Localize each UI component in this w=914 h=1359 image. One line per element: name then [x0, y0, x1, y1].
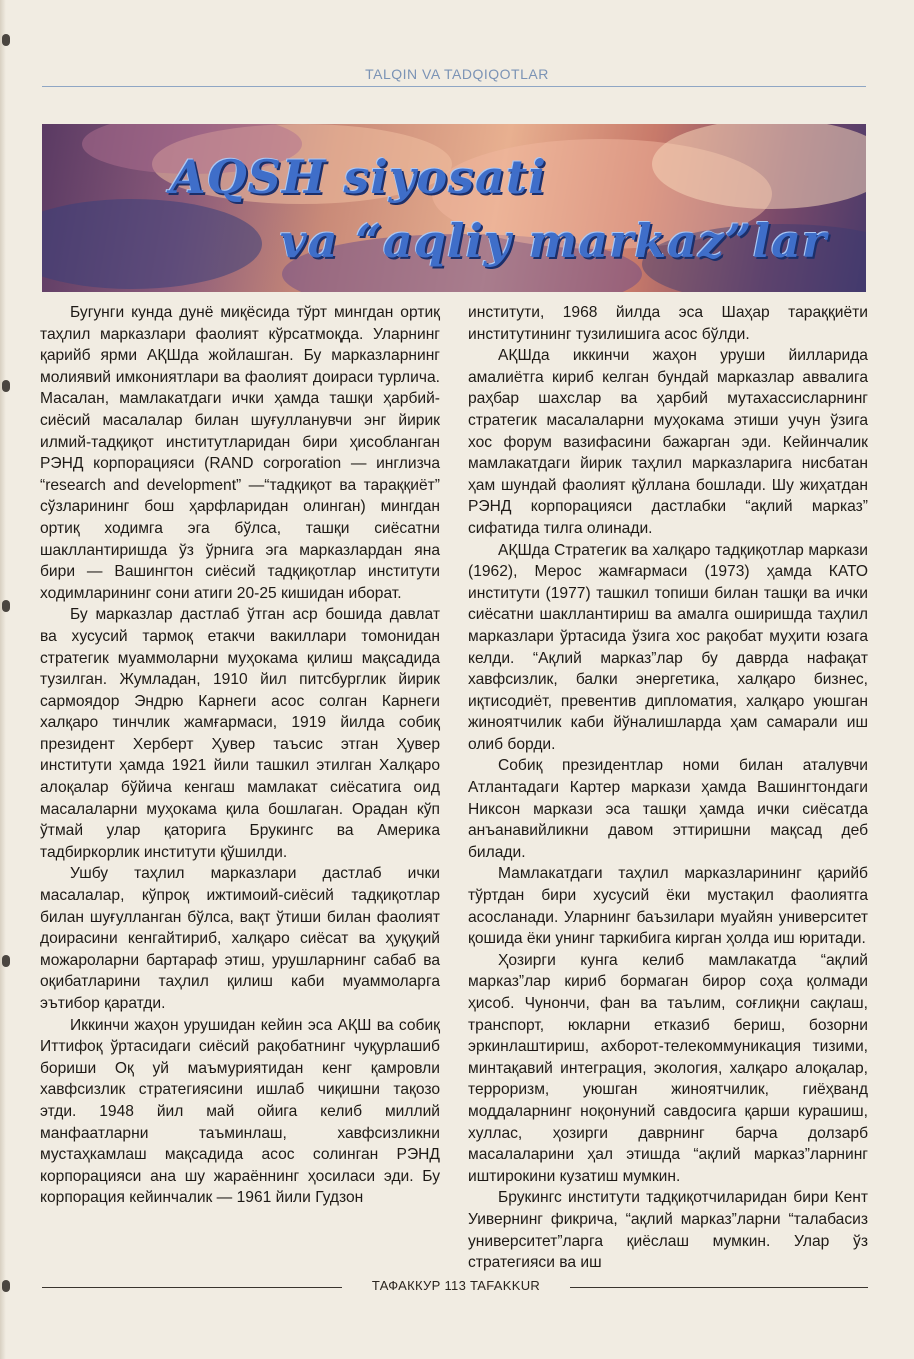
binding-hole [2, 34, 10, 46]
binding-hole [2, 955, 10, 967]
page-footer: ТАФАККУР 113 TAFAKKUR [371, 1278, 541, 1293]
paragraph: Иккинчи жаҳон урушидан кейин эса АҚШ ва собиқ Иттифоқ ўртасидаги сиёсий рақобатнинг чуқурлашиб бориши Оқ уй маъмуриятидан кенг қамровли хавфсизлик стратегиясини ишлаб чиқишни тақозо этди. 1948 йил май ойига келиб миллий манфаатларни таъминлаш, хавфсизликни мустаҳкамлаш мақсадида асос солинган РЭНД корпорацияси ана шу жараённинг ҳосиласи эди. Бу корпорация кейинчалик — 1961 йили Гудзон [40, 1016, 440, 1207]
paragraph: АҚШда иккинчи жаҳон уруши йилларида амалиётга кириб келган бундай марказлар аввалига раҳбар шахслар ва ҳарбий мутахассисларнинг стратегик масалаларни муҳокама этиши учун ўзига хос форум вазифасини бажарган эди. Кейинчалик мамлакатдаги йирик таҳлил марказларига нисбатан ҳам шундай фаолият қўллана бошлади. Шу жиҳатдан РЭНД корпорацияси дастлабки “ақлий марказ” сифатида тилга олинади. [468, 347, 868, 537]
paragraph: АҚШда Стратегик ва халқаро тадқиқотлар маркази (1962), Мерос жамғармаси (1973) ҳамда КАТО институти (1977) ташкил топиши билан ташқи ва ички сиёсатни шакллантириш ва амалга оширишда таҳлил марказлари ўртасида ўзига хос рақобат муҳити юзага келди. “Ақлий марказ”лар бу даврда нафақат хавфсизлик, балки энергетика, халқаро бизнес, иқтисодиёт, превентив дипломатия, халқаро уюшган жиноятчилик каби йўналишларда ҳам самарали иш олиб борди. [468, 541, 868, 753]
binding-hole [2, 600, 10, 612]
footer-rule-left [42, 1287, 342, 1288]
left-column [40, 302, 440, 1209]
page-edge [0, 0, 6, 1359]
header-rule [42, 86, 866, 87]
paragraph: Собиқ президентлар номи билан аталувчи Атлантадаги Картер маркази ҳамда Вашингтондаги Никсон маркази эса ташқи ҳамда ички сиёсатда анъанавийликни давом эттиришни мақсад деб билади. [468, 757, 868, 861]
article-title-line1: AQSH siyosati [170, 150, 547, 204]
paragraph-continued: институти, 1968 йилда эса Шаҳар тараққиёти институтининг тузилишига асос бўлди. [468, 304, 868, 343]
paragraph: Ушбу таҳлил марказлари дастлаб ички масалалар, кўпроқ ижтимоий-сиёсий тадқиқотлар билан шуғулланган бўлса, вақт ўтиши билан фаолият доирасини кенгайтириб, халқаро сиёсат ва ҳуқуқий можароларни бартараф этиш, урушларнинг сабаб ва оқибатларини таҳлил қилиш каби муаммоларга эътибор қаратди. [40, 865, 440, 1012]
section-header: TALQIN VA TADQIQOTLAR [365, 66, 549, 82]
footer-rule-right [570, 1287, 868, 1288]
binding-hole [2, 1280, 10, 1292]
paragraph: Бу марказлар дастлаб ўтган аср бошида давлат ва хусусий тармоқ етакчи вакиллари томонидан стратегик муаммоларни муҳокама қилиш мақсадида тузилган. Жумладан, 1910 йил питсбурглик йирик сармоядор Эндрю Карнеги асос солган Карнеги халқаро тинчлик жамғармаси, 1919 йилда собиқ президент Херберт Ҳувер таъсис этган Ҳувер институти ҳамда 1921 йили ташкил этилган Халқаро алоқалар бўйича кенгаш мамлакат сиёсатига оид масалаларни муҳокама қила бошлаган. Орадан кўп ўтмай улар қаторига Брукингс ва Америка тадбиркорлик институти қўшилди. [40, 606, 440, 861]
article-title-line2: va “aqliy markaz”lar [280, 214, 828, 268]
paragraph: Мамлакатдаги таҳлил марказларининг қарийб тўртдан бири хусусий ёки мустақил фаолиятга асосланади. Уларнинг баъзилари муайян университет қошида ёки унинг таркибига кирган ҳолда иш юритади. [468, 865, 868, 948]
paragraph: Бугунги кунда дунё миқёсида тўрт мингдан ортиқ таҳлил марказлари фаолият кўрсатмоқда. Уларнинг қарийб ярми АҚШда жойлашган. Бу марказларнинг молиявий имкониятлари ва фаолият доираси турлича. Масалан, мамлакатдаги ички ҳамда ташқи ҳарбий-сиёсий масалалар билан шуғулланувчи энг йирик илмий-тадқиқот институтларидан бири ҳисобланган РЭНД корпорацияси (RAND corporation — инглизча “research and development” —“тадқиқот ва тараққиёт” сўзларининг бош ҳарфларидан олинган) мингдан ортиқ ходимга эга бўлса, ташқи сиёсатни шакллантиришда ўз ўрнига эга марказлардан яна бири — Вашингтон сиёсий тадқиқотлар институти ходимларининг сони атиги 20-25 кишидан иборат. [40, 304, 440, 602]
right-column [468, 302, 868, 1274]
paragraph: Брукингс институти тадқиқотчиларидан бири Кент Уивернинг фикрича, “ақлий марказ”ларни “талабасиз университет”ларга қиёслаш мумкин. Улар ўз стратегияси ва иш [468, 1189, 868, 1272]
binding-hole [2, 380, 10, 392]
paragraph: Ҳозирги кунга келиб мамлакатда “ақлий марказ”лар кириб бормаган бирор соҳа қолмади ҳисоб. Чунончи, фан ва таълим, соғлиқни сақлаш, транспорт, юкларни етказиб бериш, бозорни эркинлаштириш, ахборот-телекоммуникация тизими, минтақавий интеграция, экология, халқаро алоқалар, терроризм, уюшган жиноятчилик, гиёҳванд моддаларнинг ноқонуний савдосига қарши курашиш, хуллас, ҳозирги даврнинг барча долзарб масалаларини ҳал этишда “ақлий марказ”ларнинг иштирокини кузатиш мумкин. [468, 951, 868, 1185]
